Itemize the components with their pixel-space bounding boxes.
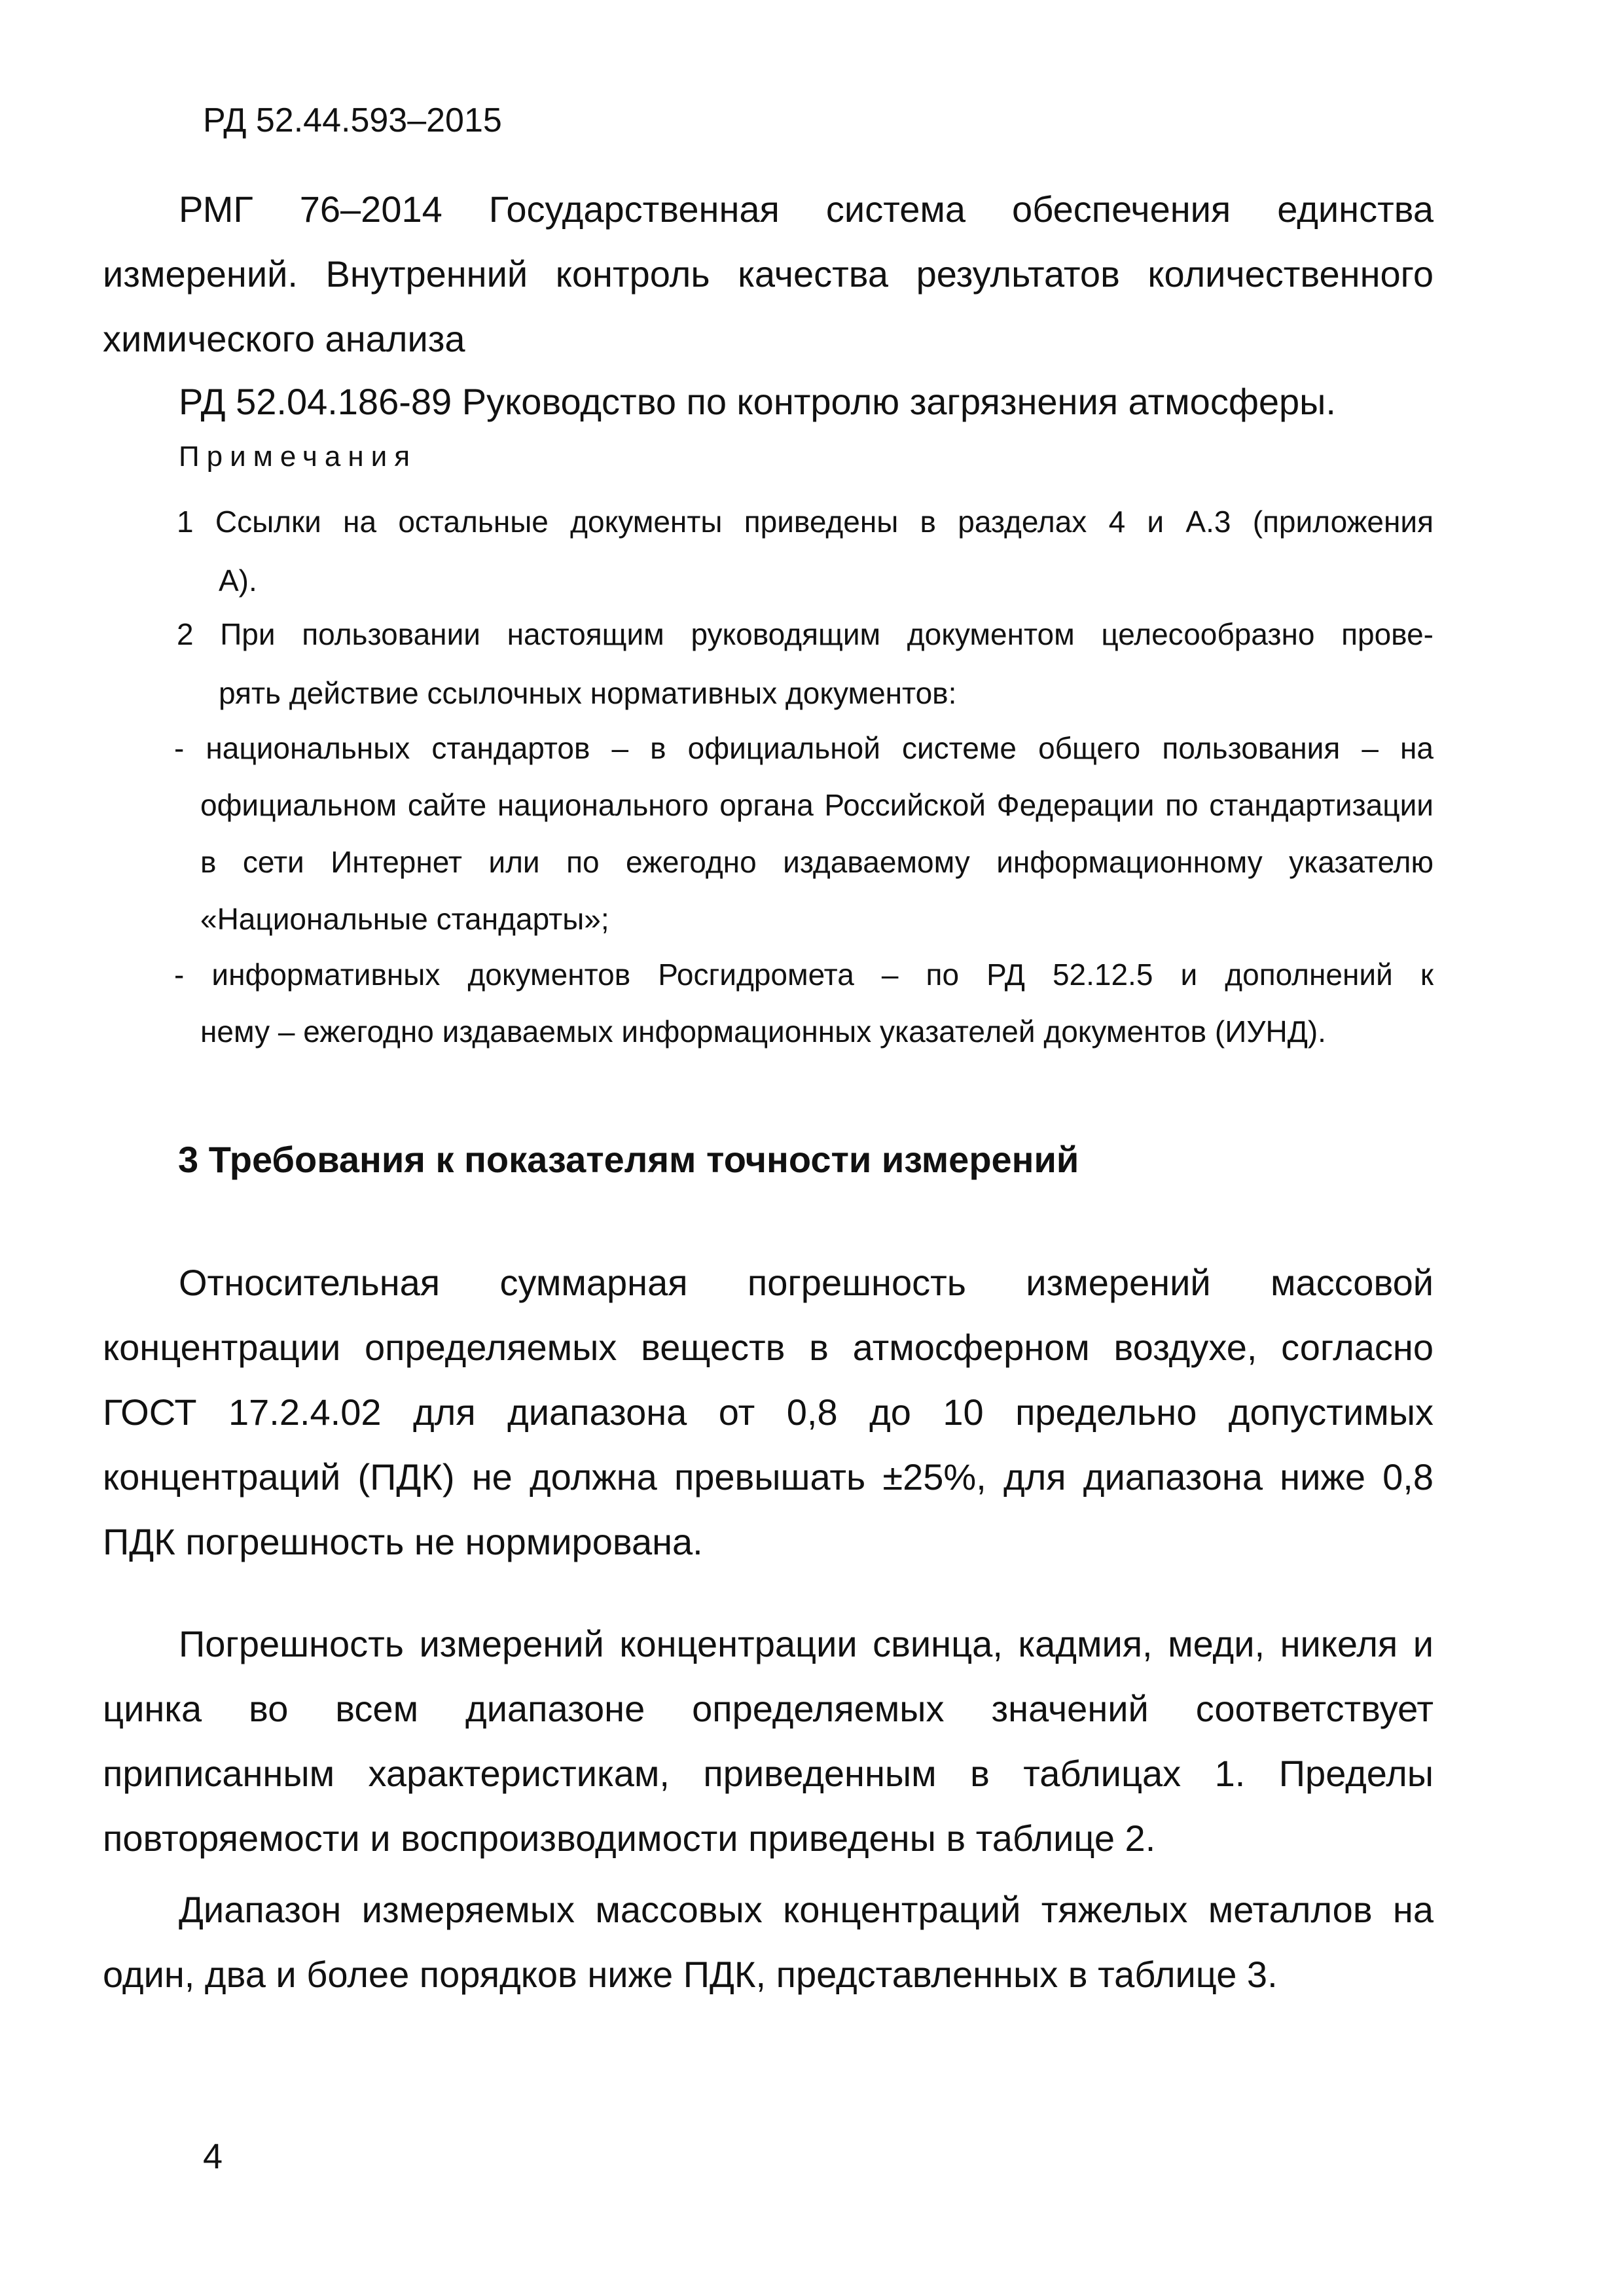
note-continuation: А). [219, 564, 257, 598]
section-title: 3 Требования к показателям точности измерений [178, 1139, 1079, 1180]
note-item-1 [177, 492, 1434, 610]
note-continuation: рять действие ссылочных нормативных документов: [219, 676, 957, 710]
section-paragraph-3 [103, 1877, 1434, 2007]
reference-rmg [103, 177, 1434, 371]
dash-first-line: - национальных стандартов – в официальной системе общего пользования – на [174, 731, 1434, 765]
notes-title: Примечания [179, 440, 418, 473]
reference-text: РД 52.04.186-89 Руководство по контролю загрязнения атмосферы. [179, 381, 1336, 422]
section-paragraph-2 [103, 1611, 1434, 1871]
section-paragraph-1 [103, 1250, 1434, 1574]
dash-continuation: нему – ежегодно издаваемых информационных указателей документов (ИУНД). [200, 1014, 1326, 1049]
paragraph-text: Погрешность измерений концентрации свинца, кадмия, меди, никеля и цинка во всем диапазоне определяемых значений соответствует приписанным характеристикам, приведенным в таблицах 1. Пределы повторяемости и воспроизводимости приведены в таблице 2. [103, 1623, 1434, 1859]
reference-text: РМГ 76–2014 Государственная система обеспечения единства измерений. Внутренний контроль качества результатов количественного химического анализа [103, 188, 1434, 359]
reference-rd [103, 369, 1434, 434]
note-item-2 [177, 605, 1434, 723]
dash-first-line: - информативных документов Росгидромета – по РД 52.12.5 и дополнений к [174, 958, 1434, 992]
page-number: 4 [203, 2137, 223, 2176]
note-first-line: 1 Ссылки на остальные документы приведены в разделах 4 и А.3 (приложения [177, 505, 1434, 539]
note-dash-item-1 [174, 720, 1434, 948]
dash-continuation: официальном сайте национального органа Российской Федерации по стандартизации в сети Интернет или по ежегодно издаваемому информационному указателю «Национальные стандарты»; [200, 788, 1434, 936]
paragraph-text: Диапазон измеряемых массовых концентраций тяжелых металлов на один, два и более порядков ниже ПДК, представленных в таблице 3. [103, 1889, 1434, 1995]
document-code-header: РД 52.44.593–2015 [203, 101, 502, 139]
note-first-line: 2 При пользовании настоящим руководящим документом целесообразно прове- [177, 617, 1434, 651]
note-dash-item-2 [174, 946, 1434, 1060]
paragraph-text: Относительная суммарная погрешность измерений массовой концентрации определяемых веществ в атмосферном воздухе, согласно ГОСТ 17.2.4.02 для диапазона от 0,8 до 10 предельно допустимых концентраций (ПДК) не должна превышать ±25%, для диапазона ниже 0,8 ПДК погрешность не нормирована. [103, 1262, 1434, 1562]
